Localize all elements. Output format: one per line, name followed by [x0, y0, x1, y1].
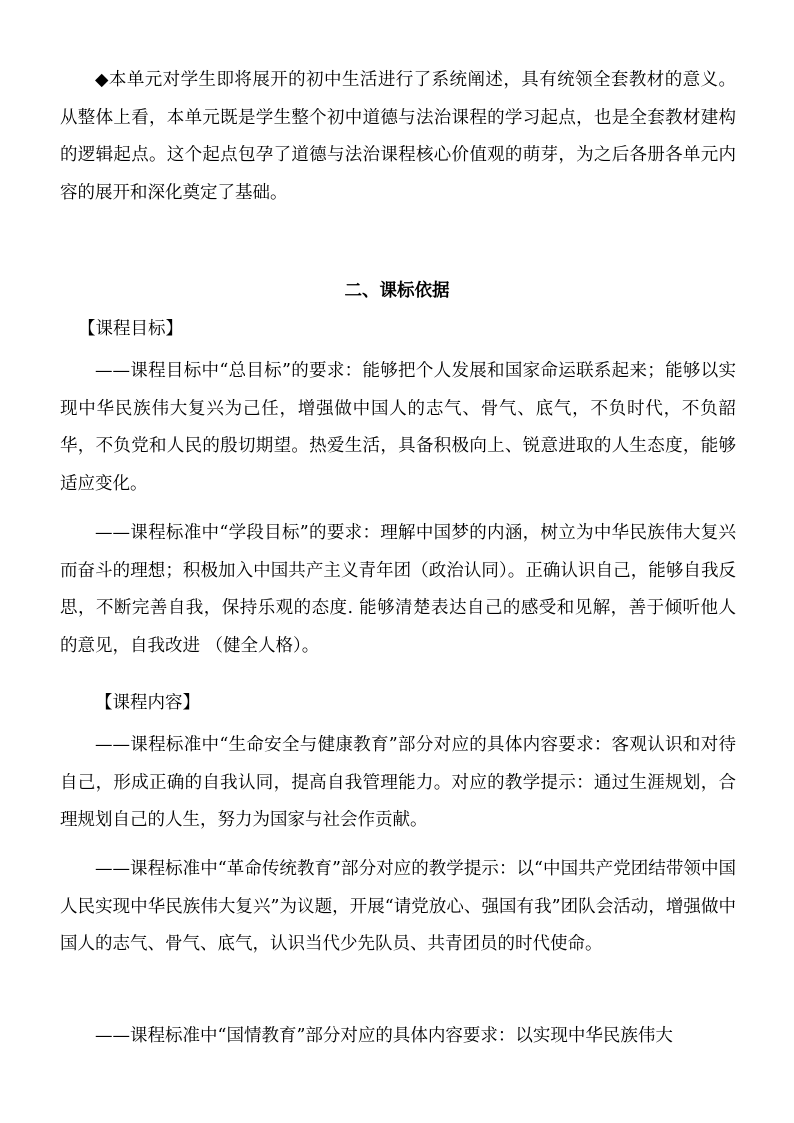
- subheading-course-content: 【课程内容】: [95, 693, 200, 713]
- content-paragraph-1: ——课程标准中“生命安全与健康教育”部分对应的具体内容要求：客观认识和对待自己，形成正确的自我认同，提高自我管理能力。对应的教学提示：通过生涯规划，合理规划自己的人生，努力为国家与社会作贡献。: [60, 735, 736, 830]
- subheading-course-goals: 【课程目标】: [78, 319, 183, 339]
- intro-paragraph: ◆本单元对学生即将展开的初中生活进行了系统阐述，具有统领全套教材的意义。从整体上看，本单元既是学生整个初中道德与法治课程的学习起点，也是全套教材建构的逻辑起点。这个起点包孕了道德与法治课程核心价值观的萌芽，为之后各册各单元内容的展开和深化奠定了基础。: [60, 70, 736, 203]
- goal-paragraph-2: ——课程标准中“学段目标”的要求：理解中国梦的内涵，树立为中华民族伟大复兴而奋斗的理想；积极加入中国共产主义青年团（政治认同）。正确认识自己，能够自我反思，不断完善自我，保持乐观的态度. 能够清楚表达自己的感受和见解，善于倾听他人的意见，自我改进 （健全人格）。: [60, 523, 736, 656]
- section-heading: 二、课标依据: [344, 281, 450, 301]
- content-paragraph-3: ——课程标准中“国情教育”部分对应的具体内容要求：以实现中华民族伟大: [95, 1026, 673, 1046]
- content-paragraph-2: ——课程标准中“革命传统教育”部分对应的教学提示：以“中国共产党团结带领中国人民实现中华民族伟大复兴”为议题，开展“请党放心、强国有我”团队会活动，增强做中国人的志气、骨气、底气，认识当代少先队员、共青团员的时代使命。: [60, 859, 736, 954]
- goal-paragraph-1: ——课程目标中“总目标”的要求：能够把个人发展和国家命运联系起来；能够以实现中华民族伟大复兴为己任，增强做中国人的志气、骨气、底气，不负时代，不负韶华，不负党和人民的殷切期望。热爱生活，具备积极向上、锐意进取的人生态度，能够适应变化。: [60, 361, 736, 494]
